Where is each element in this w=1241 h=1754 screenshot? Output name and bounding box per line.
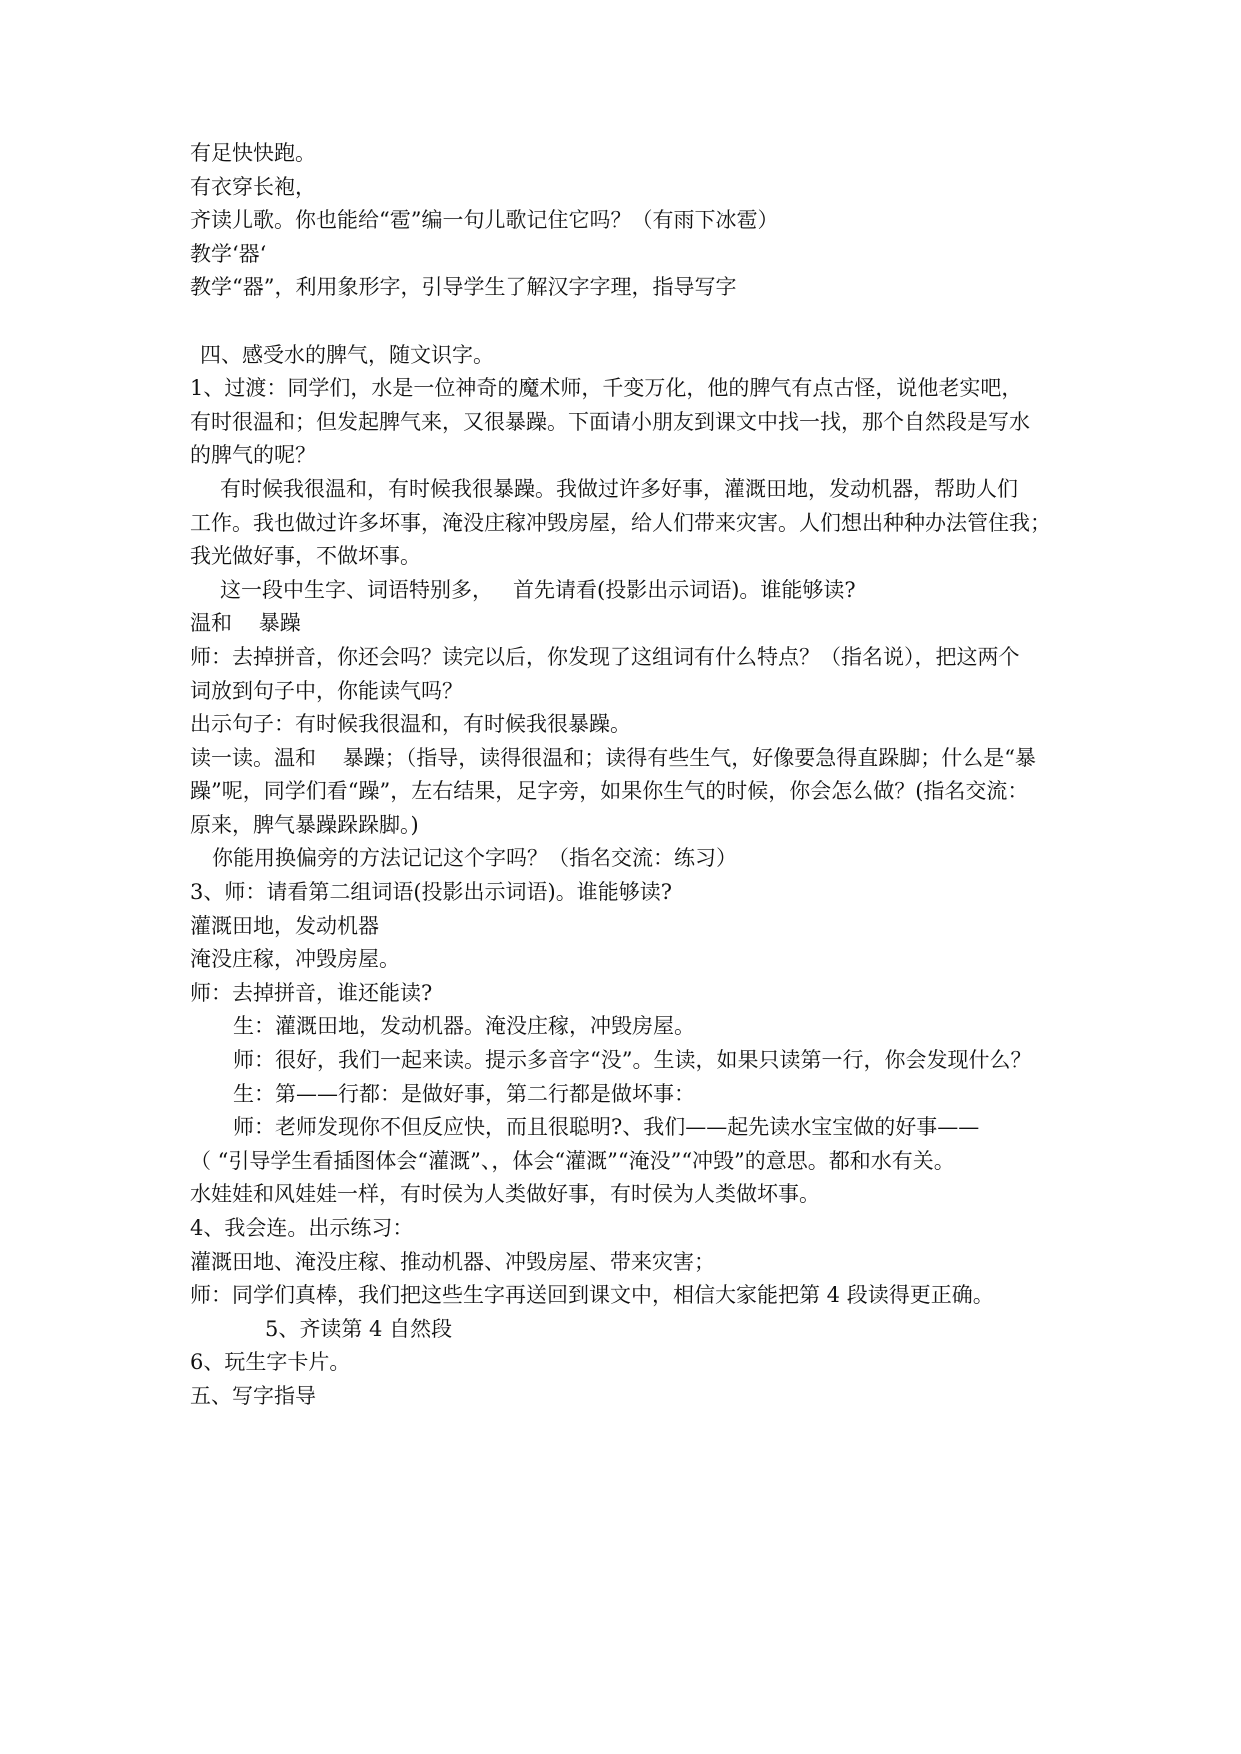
text-line: 灌溉田地，发动机器 — [190, 913, 379, 938]
text-line: 有足快快跑。 — [190, 141, 316, 165]
text-line: 教学‘器‘ — [190, 241, 267, 266]
text-line: 师：去掉拼音，你还会吗？读完以后，你发现了这组词有什么特点？（指名说），把这两个 — [190, 644, 1020, 669]
text-line: 读一读。温和 暴躁；（指导，读得很温和；读得有些生气，好像要急得直跺脚；什么是“暴 — [190, 745, 1036, 770]
text-line: 5、齐读第 4 自然段 — [265, 1316, 453, 1341]
text-line: 你能用换偏旁的方法记记这个字吗？（指名交流：练习） — [212, 846, 737, 871]
text-line: 师：老师发现你不但反应快，而且很聪明?、我们——起先读水宝宝做的好事—— — [233, 1115, 980, 1140]
text-line: （ “引导学生看插图体会“灌溉”、，体会“灌溉”“淹没”“冲毁”的意思。都和水有关。 — [190, 1148, 955, 1173]
text-line: 这一段中生字、词语特别多， 首先请看(投影出示词语)。谁能够读? — [220, 577, 856, 602]
document-body — [190, 137, 1190, 1414]
text-line: 有时候我很温和，有时候我很暴躁。我做过许多好事，灌溉田地，发动机器，帮助人们 — [220, 476, 1018, 501]
text-line: 有衣穿长袍， — [190, 174, 316, 199]
text-line: 1、过渡：同学们，水是一位神奇的魔术师，千变万化，他的脾气有点古怪，说他老实吧， — [190, 376, 1023, 401]
text-line: 词放到句子中，你能读气吗？ — [190, 678, 463, 703]
text-line: 教学“器”，利用象形字，引导学生了解汉字字理，指导写字 — [190, 275, 737, 300]
section-heading: 五、写字指导 — [190, 1383, 316, 1408]
text-line: 工作。我也做过许多坏事，淹没庄稼冲毁房屋，给人们带来灾害。人们想出种种办法管住我； — [190, 510, 1051, 535]
text-line: 原来，脾气暴躁跺跺脚。) — [190, 812, 419, 837]
text-line: 3、师：请看第二组词语(投影出示词语)。谁能够读? — [190, 880, 673, 905]
blank-line — [190, 305, 1190, 339]
text-line: 淹没庄稼，冲毁房屋。 — [190, 947, 400, 972]
text-line: 有时很温和；但发起脾气来，又很暴躁。下面请小朋友到课文中找一找，那个自然段是写水 — [190, 409, 1030, 434]
text-line: 的脾气的呢？ — [190, 443, 316, 468]
text-line: 我光做好事，不做坏事。 — [190, 544, 421, 569]
text-line: 4、我会连。出示练习： — [190, 1216, 414, 1240]
text-line: 躁”呢，同学们看“躁”，左右结果，足字旁，如果你生气的时候，你会怎么做？(指名交流： — [190, 779, 1029, 804]
text-line: 水娃娃和风娃娃一样，有时侯为人类做好事，有时侯为人类做坏事。 — [190, 1182, 820, 1207]
text-line: 师：同学们真棒，我们把这些生字再送回到课文中，相信大家能把第 4 段读得更正确。 — [190, 1283, 994, 1308]
text-line: 出示句子：有时候我很温和，有时候我很暴躁。 — [190, 712, 631, 737]
text-line: 师：去掉拼音，谁还能读? — [190, 980, 433, 1005]
text-line: 温和 暴躁 — [190, 611, 301, 636]
text-line: 齐读儿歌。你也能给“雹”编一句儿歌记住它吗？（有雨下冰雹） — [190, 208, 779, 233]
text-line: 6、玩生字卡片。 — [190, 1350, 351, 1375]
text-line: 师：很好，我们一起来读。提示多音字“没”。生读，如果只读第一行，你会发现什么？ — [233, 1048, 1032, 1073]
text-line: 生：第——行都：是做好事，第二行都是做坏事： — [233, 1081, 695, 1106]
section-heading: 四、感受水的脾气，随文识字。 — [200, 342, 494, 367]
text-line: 生：灌溉田地，发动机器。淹没庄稼，冲毁房屋。 — [233, 1014, 695, 1039]
text-line: 灌溉田地、淹没庄稼、推动机器、冲毁房屋、带来灾害； — [190, 1249, 715, 1274]
